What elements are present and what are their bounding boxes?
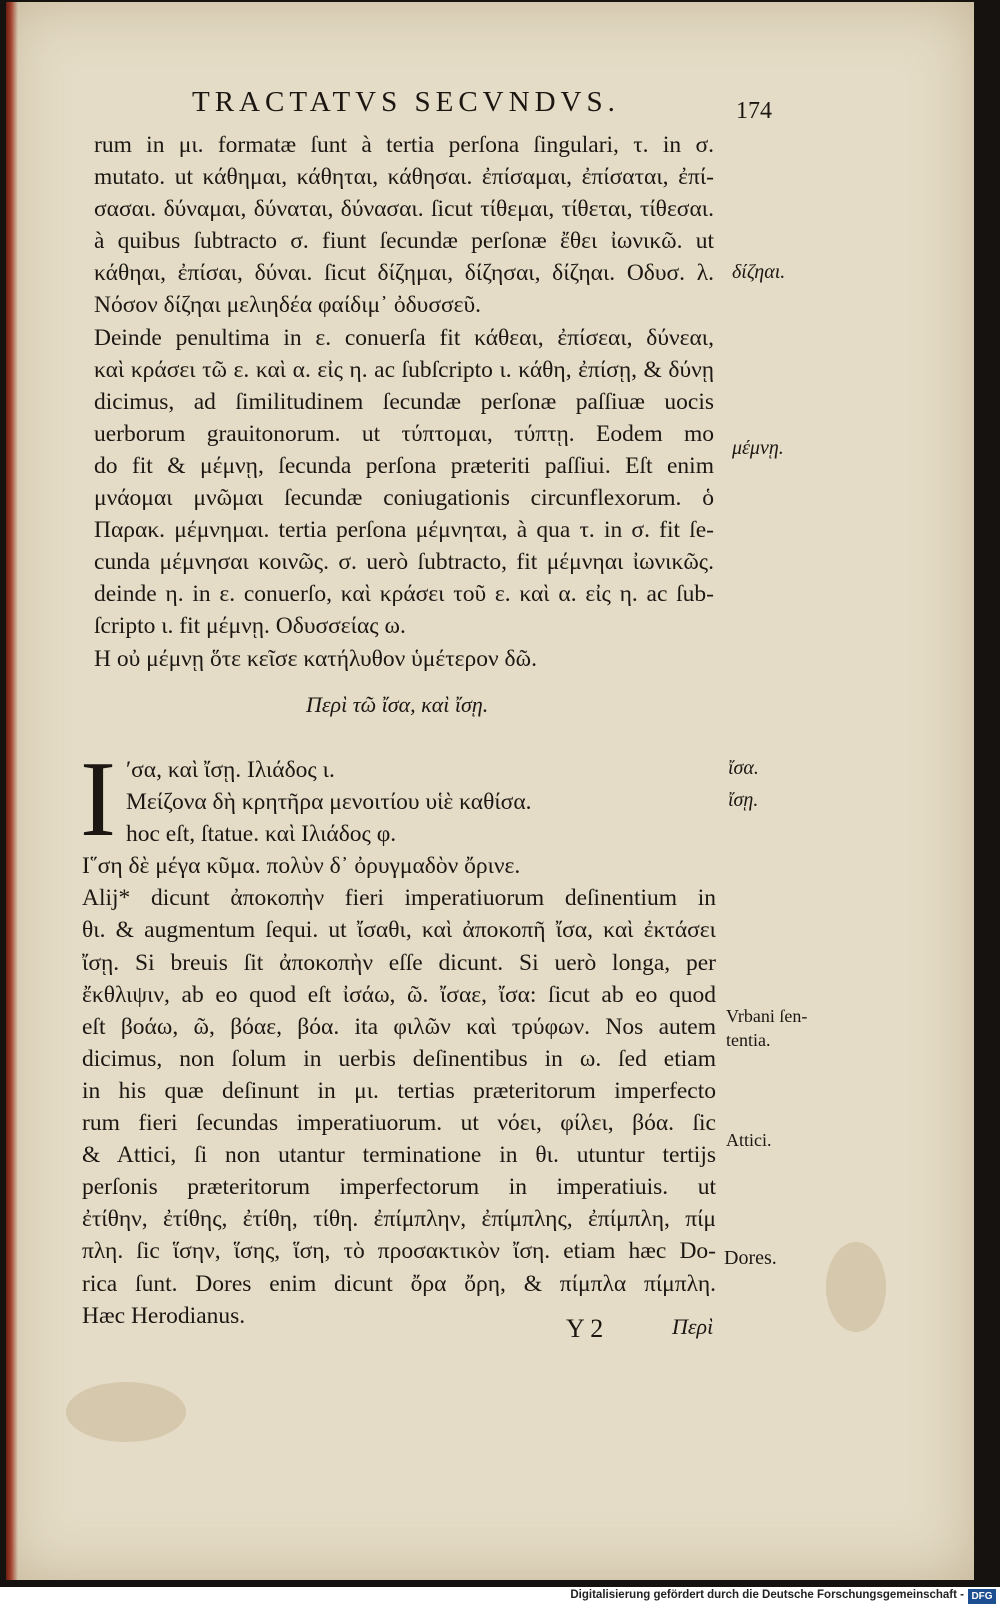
text-line: dicimus, ad ſimilitudinem ſecundæ perſonæ paſſiuæ uocis xyxy=(94,388,714,415)
text-line: eſt βοάω, ῶ, βόαε, βόα. ita φιλῶν καὶ τρύφων. Nos autem xyxy=(82,1013,716,1040)
text-line: ἔκθλιψιν, ab eo quod eſt ἰσάω, ῶ. ἴσαε, ἴσα: ſicut ab eo quod xyxy=(82,981,716,1008)
text-line: καὶ κράσει τῶ ε. καὶ α. εἰς η. ac ſubſcripto ι. κάθη, ἐπίσῃ, & δύνῃ xyxy=(94,356,714,383)
text-line: & Attici, ſi non utantur terminatione in θι. utuntur tertijs xyxy=(82,1142,716,1169)
text-line: Παρακ. μέμνημαι. tertia perſona μέμνηται, à qua τ. in σ. fit ſe- xyxy=(94,517,714,544)
text-line: Η οὐ μέμνῃ ὅτε κεῖσε κατήλυθον ὑμέτερον δῶ. xyxy=(94,645,537,672)
catchword: Περὶ xyxy=(672,1314,714,1339)
text-block-upper xyxy=(94,129,714,675)
stain xyxy=(826,1242,886,1332)
text-line: rum in μι. formatæ ſunt à tertia perſona ſingulari, τ. in σ. xyxy=(94,132,714,158)
text-line: à quibus ſubtracto σ. fiunt ſecundæ perſonæ ἔθει ἰωνικῶ. ut xyxy=(94,228,714,255)
text-line: rum fieri ſecundas imperatiuorum. ut νόει, φίλει, βόα. ſic xyxy=(82,1110,716,1137)
text-line: dicimus, non ſolum in uerbis deſinentibus in ω. ſed etiam xyxy=(82,1045,716,1072)
margin-note-isa: ἴσα. xyxy=(728,757,759,779)
text-line: Deinde penultima in ε. conuerſa fit κάθεαι, ἐπίσεαι, δύνεαι, xyxy=(94,324,714,351)
margin-note-dizeai: δίζηαι. xyxy=(732,261,786,283)
signature-mark: Y 2 xyxy=(566,1314,604,1343)
text-line: uerborum grauitonorum. ut τύπτομαι, τύπτῃ. Eodem mo xyxy=(94,420,714,447)
text-line: perſonis præteritorum imperfectorum in imperatiuis. ut xyxy=(82,1174,716,1201)
section-heading: Περὶ τῶ ἴσα, καὶ ἴσῃ. xyxy=(306,692,489,717)
margin-note-dores: Dores. xyxy=(724,1247,777,1269)
footer-credit: Digitalisierung gefördert durch die Deutsche Forschungsgemeinschaft - xyxy=(570,1589,964,1601)
text-line: πλη. ſic ἵσην, ἵσης, ἵση, τὸ προσακτικὸν ἴση. etiam hæc Do- xyxy=(82,1238,716,1265)
running-title: TRACTATVS SECVNDVS. xyxy=(192,86,620,118)
text-line: Hæc Herodianus. xyxy=(82,1302,246,1329)
text-line: θι. & augmentum ſequi. ut ἴσαθι, καὶ ἀποκοπῆ ἴσα, καὶ ἐκτάσει xyxy=(82,917,716,944)
text-line: cunda μέμνησαι κοινῶς. σ. uerò ſubtracto, fit μέμνηαι ἰωνικῶς. xyxy=(94,549,714,576)
text-line: Alij* dicunt ἀποκοπὴν fieri imperatiuorum deſinentium in xyxy=(82,885,716,912)
text-line: Ι῞ση δὲ μέγα κῦμα. πολὺν δ᾿ ὀρυγμαδὸν ὄρινε. xyxy=(82,853,521,880)
text-line: do fit & μέμνῃ, ſecunda perſona præteriti paſſiui. Eſt enim xyxy=(94,452,714,479)
text-block-lower xyxy=(82,754,716,1332)
text-line: hoc eſt, ſtatue. καὶ Ιλιάδος φ. xyxy=(126,821,397,848)
book-page xyxy=(6,2,974,1580)
text-line: in his quæ deſinunt in μι. tertias præteritorum imperfecto xyxy=(82,1077,716,1104)
text-line: ἴσῃ. Si breuis ſit ἀποκοπὴν eſſe dicunt. Si uerò longa, per xyxy=(82,949,716,976)
binding-edge xyxy=(6,2,18,1580)
margin-note-urbani: Vrbani ſen- tentia. xyxy=(726,1006,808,1050)
text-line: σασαι. δύναμαι, δύναται, δύνασαι. ſicut τίθεμαι, τίθεται, τίθεσαι. xyxy=(94,196,714,223)
text-line: Μείζονα δὴ κρητῆρα μενοιτίου υἱὲ καθίσα. xyxy=(126,789,532,816)
text-line: rica ſunt. Dores enim dicunt ὄρα ὄρη, & πίμπλα πίμπλη. xyxy=(82,1270,716,1297)
margin-note-attici: Attici. xyxy=(726,1130,772,1150)
stain xyxy=(66,1382,186,1442)
text-line: ἐτίθην, ἐτίθης, ἐτίθη, τίθη. ἐπίμπλην, ἐπίμπλης, ἐπίμπλη, πίμ xyxy=(82,1206,716,1233)
page-number: 174 xyxy=(736,98,772,124)
text-line: ſcripto ι. fit μέμνῃ. Οδυσσείας ω. xyxy=(94,613,406,640)
text-line: κάθηαι, ἐπίσαι, δύναι. ſicut δίζημαι, δίζησαι, δίζηαι. Οδυσ. λ. xyxy=(94,260,714,287)
margin-note-memne: μέμνῃ. xyxy=(732,437,784,459)
text-line: Νόσον δίζηαι μελιηδέα φαίδιμ᾿ ὀδυσσεῦ. xyxy=(94,292,482,319)
text-line: mutato. ut κάθημαι, κάθηται, κάθησαι. ἐπίσαμαι, ἐπίσαται, ἐπί- xyxy=(94,164,714,191)
text-line: deinde η. in ε. conuerſo, καὶ κράσει τοῦ ε. καὶ α. εἰς η. ac ſub- xyxy=(94,581,714,608)
margin-note-ise: ἴσῃ. xyxy=(728,789,759,811)
drop-cap: I xyxy=(80,740,116,859)
footer-bar xyxy=(0,1587,1000,1607)
dfg-logo: DFG xyxy=(968,1589,996,1604)
text-line: μνάομαι μνῶμαι ſecundæ coniugationis circunflexorum. ὁ xyxy=(94,485,714,512)
text-line: ʹσα, καὶ ἴσῃ. Ιλιάδος ι. xyxy=(126,757,335,783)
